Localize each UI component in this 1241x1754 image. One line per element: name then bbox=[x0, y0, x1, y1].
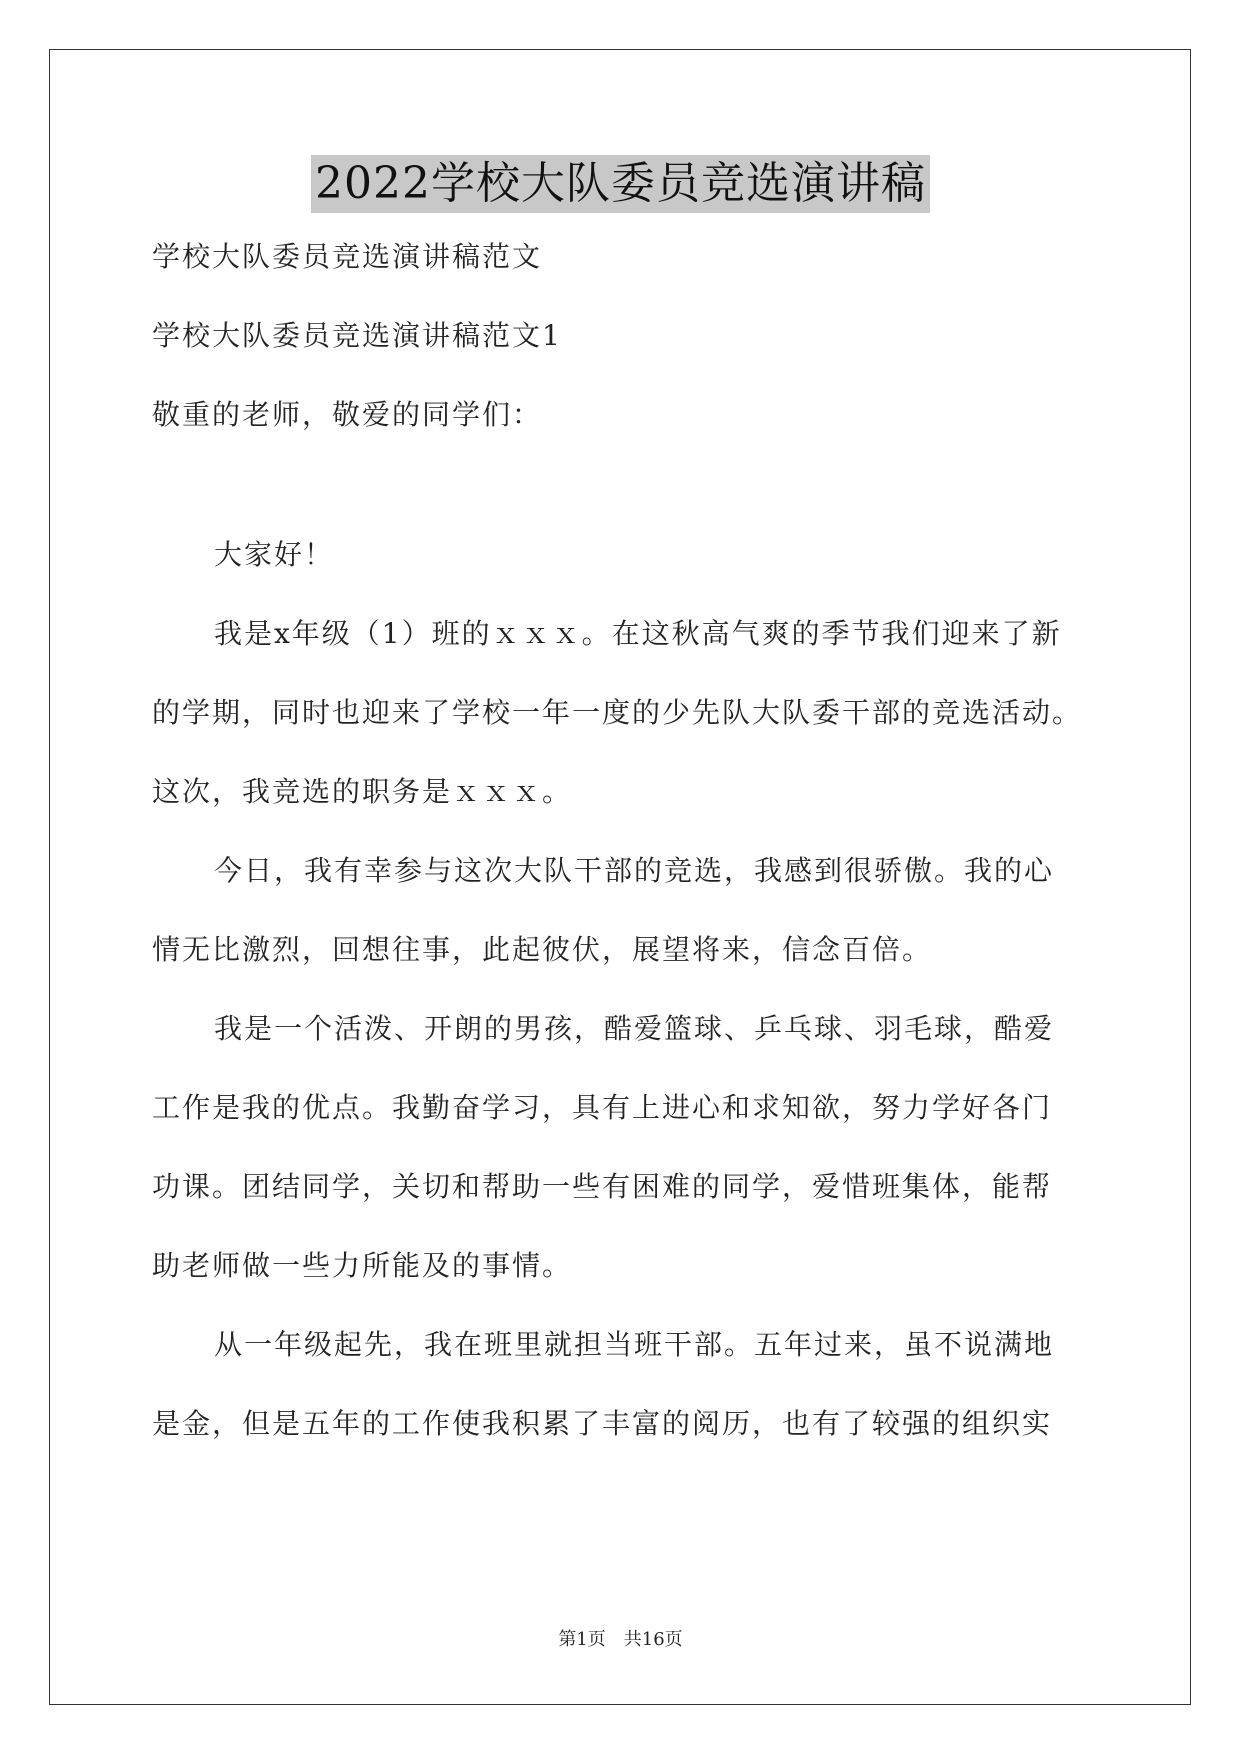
document-title: 2022学校大队委员竞选演讲稿 bbox=[311, 155, 930, 213]
page-footer: 第1页 共16页 bbox=[558, 1629, 683, 1650]
paragraph-line: 这次，我竞选的职务是ｘｘｘ。 bbox=[152, 775, 573, 808]
title-container bbox=[0, 155, 1241, 213]
text-line: 学校大队委员竞选演讲稿范文1 bbox=[152, 319, 562, 352]
paragraph-line: 从一年级起先，我在班里就担当班干部。五年过来，虽不说满地 bbox=[214, 1328, 1055, 1361]
paragraph-line: 是金，但是五年的工作使我积累了丰富的阅历，也有了较强的组织实 bbox=[152, 1407, 1053, 1440]
paragraph-line: 情无比激烈，回想往事，此起彼伏，展望将来，信念百倍。 bbox=[152, 933, 933, 966]
paragraph-line: 今日，我有幸参与这次大队干部的竞选，我感到很骄傲。我的心 bbox=[214, 854, 1055, 887]
text-line: 学校大队委员竞选演讲稿范文 bbox=[152, 240, 543, 273]
paragraph-line: 工作是我的优点。我勤奋学习，具有上进心和求知欲，努力学好各门 bbox=[152, 1091, 1053, 1124]
paragraph-line: 的学期，同时也迎来了学校一年一度的少先队大队委干部的竞选活动。 bbox=[152, 696, 1083, 729]
paragraph-line: 助老师做一些力所能及的事情。 bbox=[152, 1249, 573, 1282]
paragraph-line: 我是一个活泼、开朗的男孩，酷爱篮球、乒乓球、羽毛球，酷爱 bbox=[214, 1012, 1055, 1045]
paragraph-line: 功课。团结同学，关切和帮助一些有困难的同学，爱惜班集体，能帮 bbox=[152, 1170, 1053, 1203]
paragraph-line: 大家好！ bbox=[214, 538, 335, 571]
salutation: 敬重的老师，敬爱的同学们： bbox=[152, 398, 543, 431]
paragraph-line: 我是x年级（1）班的ｘｘｘ。在这秋高气爽的季节我们迎来了新 bbox=[214, 617, 1062, 650]
